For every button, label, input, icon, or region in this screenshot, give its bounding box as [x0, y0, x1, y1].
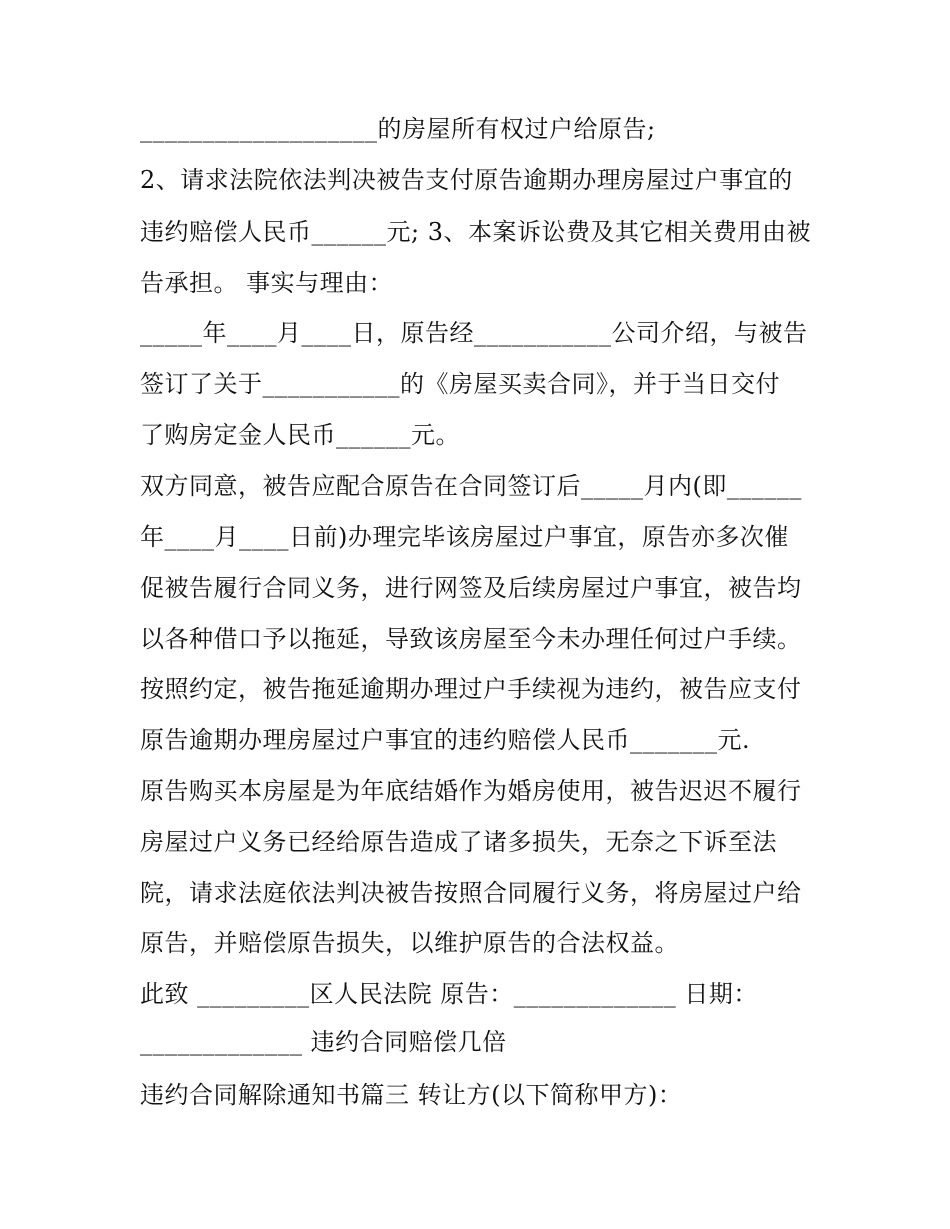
signature-line: 此致 _________区人民法院 原告：_____________ 日期：: [140, 980, 758, 1008]
paragraph-line: 按照约定，被告拖延逾期办理过户手续视为违约，被告应支付: [140, 675, 802, 703]
paragraph-line: 原告逾期办理房屋过户事宜的违约赔偿人民币_______元.: [140, 726, 751, 754]
paragraph-line: 促被告履行合同义务，进行网签及后续房屋过户事宜，被告均: [140, 574, 802, 602]
paragraph-line: 2、请求法院依法判决被告支付原告逾期办理房屋过户事宜的: [140, 166, 793, 194]
paragraph-line: 院，请求法庭依法判决被告按照合同履行义务，将房屋过户给: [140, 879, 802, 907]
paragraph-line: 签订了关于___________的《房屋买卖合同》，并于当日交付: [140, 370, 780, 398]
section-heading-line: 违约合同解除通知书篇三 转让方(以下简称甲方)：: [140, 1081, 683, 1109]
paragraph-line: 原告，并赔偿原告损失，以维护原告的合法权益。: [140, 929, 679, 957]
paragraph-line: _____________ 违约合同赔偿几倍: [140, 1028, 507, 1056]
paragraph-line: 以各种借口予以拖延，导致该房屋至今未办理任何过户手续。: [140, 625, 802, 653]
paragraph-line: 房屋过户义务已经给原告造成了诸多损失，无奈之下诉至法: [140, 828, 777, 856]
paragraph-line: 原告购买本房屋是为年底结婚作为婚房使用，被告迟迟不履行: [140, 777, 802, 805]
paragraph-line: ___________________的房屋所有权过户给原告;: [140, 115, 656, 143]
paragraph-line: 告承担。 事实与理由：: [140, 269, 394, 297]
paragraph-line: 了购房定金人民币______元。: [140, 421, 460, 449]
paragraph-line: 违约赔偿人民币______元; 3、本案诉讼费及其它相关费用由被: [140, 218, 811, 246]
paragraph-line: _____年____月____日，原告经___________公司介绍，与被告: [140, 319, 808, 347]
paragraph-line: 双方同意，被告应配合原告在合同签订后_____月内(即______: [140, 472, 802, 500]
paragraph-line: 年____月____日前)办理完毕该房屋过户事宜，原告亦多次催: [140, 523, 789, 551]
